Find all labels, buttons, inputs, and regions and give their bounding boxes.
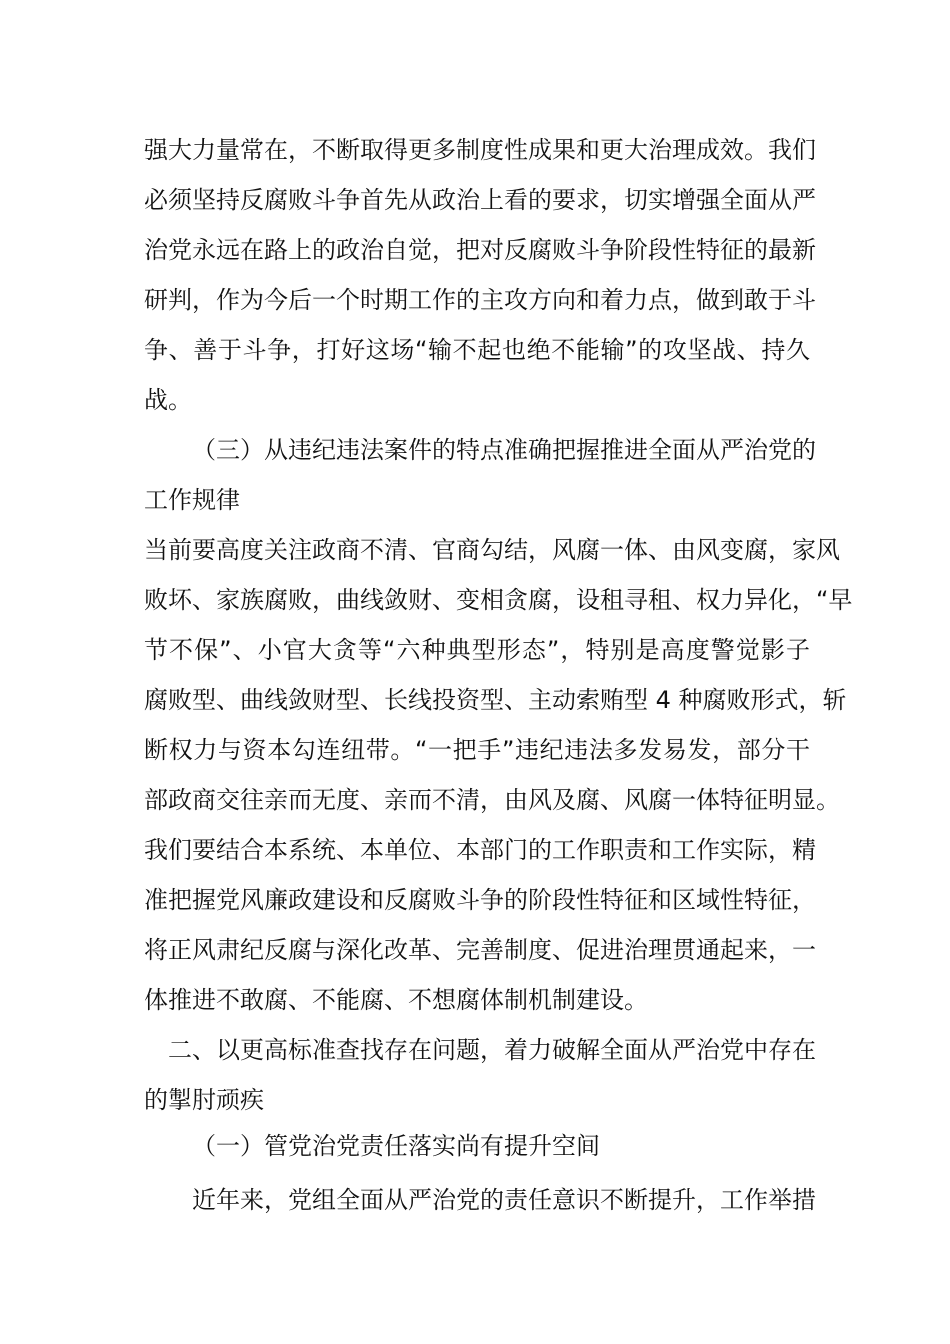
body-text-line: 腐败型、曲线敛财型、长线投资型、主动索贿型 4 种腐败形式，斩 bbox=[144, 686, 847, 714]
body-text-line: 强大力量常在，不断取得更多制度性成果和更大治理成效。我们 bbox=[144, 136, 816, 164]
body-text-line: 战。 bbox=[144, 386, 192, 414]
body-text-line: 近年来，党组全面从严治党的责任意识不断提升，工作举措 bbox=[192, 1186, 816, 1214]
body-text-line: 我们要结合本系统、本单位、本部门的工作职责和工作实际，精 bbox=[144, 836, 816, 864]
section-heading-continued: 工作规律 bbox=[144, 486, 240, 514]
body-text-line: 研判，作为今后一个时期工作的主攻方向和着力点，做到敢于斗 bbox=[144, 286, 816, 314]
body-text-line: 部政商交往亲而无度、亲而不清，由风及腐、风腐一体特征明显。 bbox=[144, 786, 840, 814]
body-text-line: 争、善于斗争，打好这场“输不起也绝不能输”的攻坚战、持久 bbox=[144, 336, 810, 364]
body-text-line: 将正风肃纪反腐与深化改革、完善制度、促进治理贯通起来，一 bbox=[144, 936, 816, 964]
body-text-line: 体推进不敢腐、不能腐、不想腐体制机制建设。 bbox=[144, 986, 648, 1014]
body-text-line: 败坏、家族腐败，曲线敛财、变相贪腐，设租寻租、权力异化，“早 bbox=[144, 586, 853, 614]
body-text-line: 准把握党风廉政建设和反腐败斗争的阶段性特征和区域性特征， bbox=[144, 886, 816, 914]
body-text-line: 当前要高度关注政商不清、官商勾结，风腐一体、由风变腐，家风 bbox=[144, 536, 840, 564]
body-text-line: 必须坚持反腐败斗争首先从政治上看的要求，切实增强全面从严 bbox=[144, 186, 816, 214]
chapter-heading: 二、以更高标准查找存在问题，着力破解全面从严治党中存在 bbox=[168, 1036, 816, 1064]
subsection-heading: （一）管党治党责任落实尚有提升空间 bbox=[192, 1132, 600, 1160]
chapter-heading-continued: 的掣肘顽疾 bbox=[144, 1086, 264, 1114]
section-heading: （三）从违纪违法案件的特点准确把握推进全面从严治党的 bbox=[192, 436, 816, 464]
body-text-line: 节不保”、小官大贪等“六种典型形态”，特别是高度警觉影子 bbox=[144, 636, 810, 664]
body-text-line: 治党永远在路上的政治自觉，把对反腐败斗争阶段性特征的最新 bbox=[144, 236, 816, 264]
body-text-line: 断权力与资本勾连纽带。“一把手”违纪违法多发易发，部分干 bbox=[144, 736, 810, 764]
